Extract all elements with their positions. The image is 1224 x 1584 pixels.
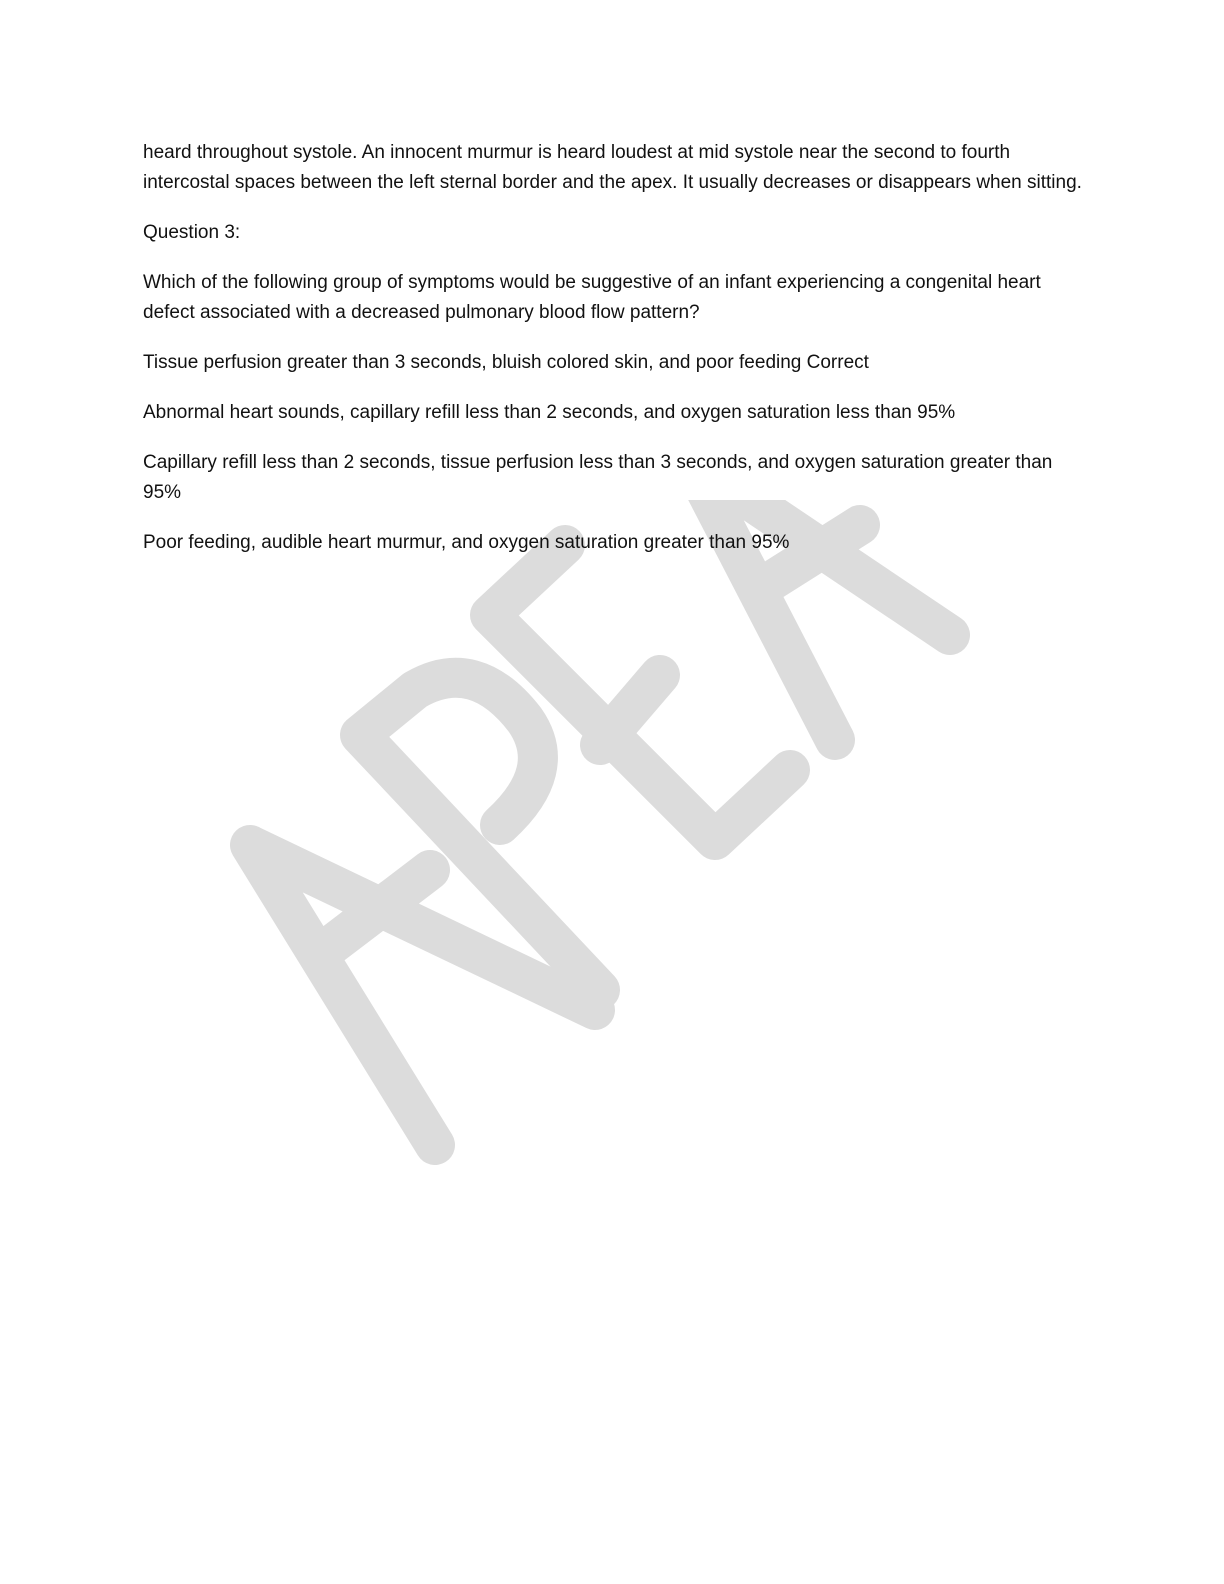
document-body (143, 138, 1083, 578)
answer-option-2: Abnormal heart sounds, capillary refill less than 2 seconds, and oxygen saturation less than 95% (143, 402, 956, 423)
continuation-paragraph: heard throughout systole. An innocent murmur is heard loudest at mid systole near the second to fourth intercostal spaces between the left sternal border and the apex. It usually decreases or disappears when sitting. (143, 142, 1082, 193)
apea-watermark (200, 500, 1000, 1200)
answer-option-1: Tissue perfusion greater than 3 seconds, bluish colored skin, and poor feeding Correct (143, 352, 869, 373)
question-text: Which of the following group of symptoms would be suggestive of an infant experiencing a congenital heart defect associated with a decreased pulmonary blood flow pattern? (143, 272, 1041, 323)
answer-option-3: Capillary refill less than 2 seconds, tissue perfusion less than 3 seconds, and oxygen saturation greater than 95% (143, 452, 1053, 503)
watermark-letter-a1 (250, 845, 595, 1145)
question-heading: Question 3: (143, 222, 241, 243)
answer-option-4: Poor feeding, audible heart murmur, and oxygen saturation greater than 95% (143, 532, 790, 553)
